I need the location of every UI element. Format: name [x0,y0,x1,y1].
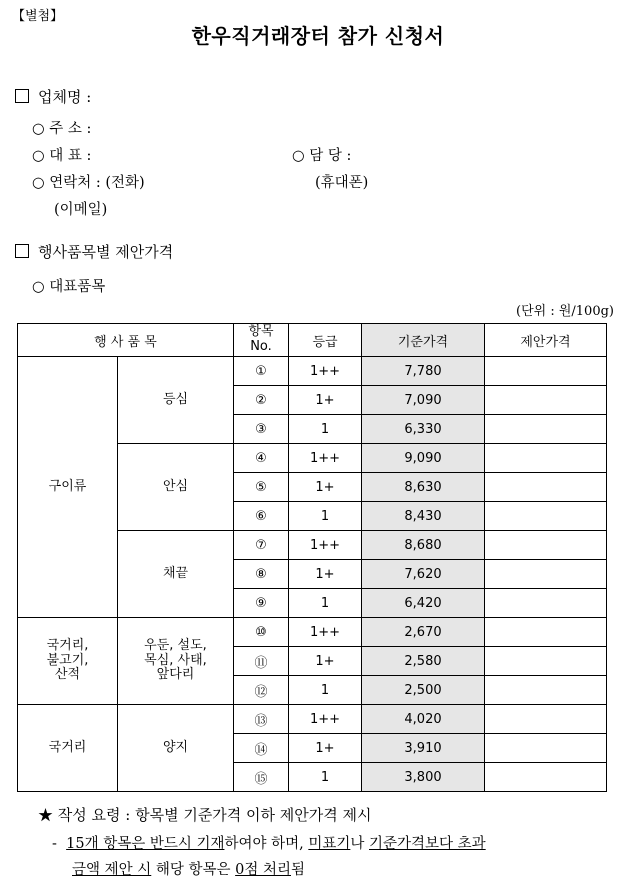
proposal-price-input[interactable] [485,531,607,560]
grade-cell: 1++ [289,357,362,386]
proposal-price-input[interactable] [485,589,607,618]
address-line: ○ 주 소 : [32,121,92,137]
proposal-price-input[interactable] [485,386,607,415]
part-cell: 등심 [118,357,234,444]
note-text: 나 [350,836,369,852]
note-line-2 [72,858,305,879]
item-no-cell: ⑬ [234,705,289,734]
category-cell: 국거리, 불고기, 산적 [18,618,118,705]
item-no-cell: ⑩ [234,618,289,647]
category-cell: 국거리 [18,705,118,792]
base-price-cell: 8,430 [362,502,485,531]
header-proposal-price: 제안가격 [485,324,607,357]
category-cell: 구이류 [18,357,118,618]
note-unmarked: 미표기 [308,836,351,852]
checkbox-square-icon [15,89,29,103]
grade-cell: 1++ [289,705,362,734]
page-title: 한우직거래장터 참가 신청서 [191,24,445,48]
company-name-line [15,86,91,107]
proposal-price-input[interactable] [485,502,607,531]
item-no-cell: ⑦ [234,531,289,560]
base-price-cell: 8,680 [362,531,485,560]
item-no-cell: ⑨ [234,589,289,618]
item-no-cell: ⑥ [234,502,289,531]
grade-cell: 1 [289,676,362,705]
item-no-cell: ⑤ [234,473,289,502]
note-text: 됨 [291,862,306,878]
grade-cell: 1+ [289,473,362,502]
proposal-price-input[interactable] [485,676,607,705]
table-row [18,357,607,386]
header-grade: 등급 [289,324,362,357]
note-text: 하여야 하며, [224,836,309,852]
writing-guide: ★ 작성 요령 : 항목별 기준가격 이하 제안가격 제시 [38,806,372,824]
base-price-cell: 6,420 [362,589,485,618]
price-section-label: 행사품목별 제안가격 [38,243,174,261]
part-cell: 우둔, 설도, 목심, 사태, 앞다리 [118,618,234,705]
price-table [17,323,607,792]
table-header-row [18,324,607,357]
proposal-price-input[interactable] [485,734,607,763]
base-price-cell: 8,630 [362,473,485,502]
grade-cell: 1 [289,589,362,618]
company-name-label: 업체명 : [38,88,92,106]
proposal-price-input[interactable] [485,357,607,386]
item-no-cell: ④ [234,444,289,473]
annex-label: 【별첨】 [12,9,64,24]
base-price-cell: 9,090 [362,444,485,473]
grade-cell: 1++ [289,531,362,560]
note-exceed: 기준가격보다 초과 [369,836,486,852]
grade-cell: 1 [289,763,362,792]
mobile-line: (휴대폰) [315,175,369,191]
proposal-price-input[interactable] [485,705,607,734]
table-row [18,618,607,647]
note-text: 해당 항목은 [151,862,236,878]
grade-cell: 1 [289,502,362,531]
item-no-cell: ⑭ [234,734,289,763]
base-price-cell: 2,580 [362,647,485,676]
base-price-cell: 7,090 [362,386,485,415]
item-no-cell: ② [234,386,289,415]
proposal-price-input[interactable] [485,763,607,792]
item-no-cell: ③ [234,415,289,444]
manager-line: ○ 담 당 : [292,148,352,164]
proposal-price-input[interactable] [485,618,607,647]
grade-cell: 1++ [289,618,362,647]
header-item: 행 사 품 목 [18,324,234,357]
contact-line: ○ 연락처 : (전화) [32,175,145,191]
base-price-cell: 2,500 [362,676,485,705]
proposal-price-input[interactable] [485,647,607,676]
part-cell: 안심 [118,444,234,531]
grade-cell: 1+ [289,560,362,589]
note-proposal: 금액 제안 시 [72,862,152,878]
grade-cell: 1+ [289,386,362,415]
proposal-price-input[interactable] [485,560,607,589]
base-price-cell: 7,620 [362,560,485,589]
grade-cell: 1+ [289,734,362,763]
note-line-1 [52,832,486,853]
item-no-cell: ⑫ [234,676,289,705]
note-required: 15개 항목은 반드시 기재 [66,836,225,852]
item-no-cell: ⑪ [234,647,289,676]
base-price-cell: 7,780 [362,357,485,386]
item-no-cell: ⑧ [234,560,289,589]
base-price-cell: 3,800 [362,763,485,792]
item-no-cell: ① [234,357,289,386]
proposal-price-input[interactable] [485,444,607,473]
representative-items-line: ○ 대표품목 [32,279,106,295]
part-cell: 채끝 [118,531,234,618]
proposal-price-input[interactable] [485,415,607,444]
note-zero-point: 0점 처리 [235,862,291,878]
representative-line: ○ 대 표 : [32,148,92,164]
table-row [18,705,607,734]
base-price-cell: 6,330 [362,415,485,444]
base-price-cell: 4,020 [362,705,485,734]
base-price-cell: 2,670 [362,618,485,647]
price-section-heading [15,241,173,262]
email-line: (이메일) [54,202,108,218]
header-no: 항목 No. [234,324,289,357]
unit-label: (단위 : 원/100g) [516,304,614,319]
item-no-cell: ⑮ [234,763,289,792]
proposal-price-input[interactable] [485,473,607,502]
checkbox-square-icon [15,244,29,258]
grade-cell: 1++ [289,444,362,473]
part-cell: 양지 [118,705,234,792]
grade-cell: 1+ [289,647,362,676]
note-dash: - [52,836,57,852]
header-base-price: 기준가격 [362,324,485,357]
base-price-cell: 3,910 [362,734,485,763]
grade-cell: 1 [289,415,362,444]
